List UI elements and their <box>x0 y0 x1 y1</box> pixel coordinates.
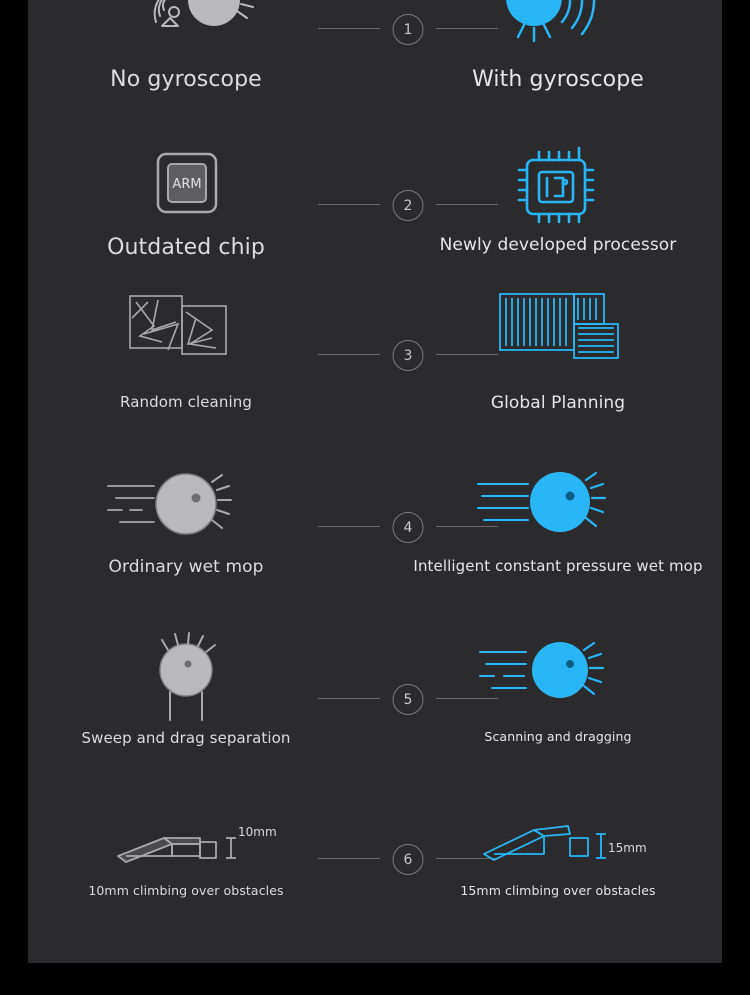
planned-path-icon <box>408 288 708 384</box>
comparison-row-5 <box>28 632 722 772</box>
row-5-number: 5 <box>393 684 424 715</box>
row-6-left <box>36 802 336 898</box>
row-1-left <box>36 0 336 92</box>
row-1-right <box>408 0 708 92</box>
obstacle-ramp-10mm-icon <box>36 802 336 882</box>
row-3-number: 3 <box>393 340 424 371</box>
row-4-number: 4 <box>393 512 424 543</box>
ordinary-mop-robot-icon <box>36 460 336 556</box>
modern-processor-icon <box>408 138 708 234</box>
row-2-number: 2 <box>393 190 424 221</box>
comparison-row-3 <box>28 288 722 428</box>
pressure-mop-robot-icon <box>408 460 708 556</box>
row-6-left-label: 10mm climbing over obstacles <box>88 883 284 898</box>
row-5-left <box>36 632 336 746</box>
row-1-number: 1 <box>393 14 424 45</box>
robot-no-gyroscope-icon <box>36 0 336 66</box>
row-3-right-label: Global Planning <box>490 393 626 413</box>
svg-text:ARM: ARM <box>172 177 202 192</box>
row-5-right-label: Scanning and dragging <box>484 729 632 744</box>
row-4-right-label: Intelligent constant pressure wet mop <box>413 557 703 575</box>
comparison-row-6 <box>28 802 722 942</box>
random-path-icon <box>36 288 336 384</box>
row-5-right <box>408 632 708 744</box>
row-2-right-label: Newly developed processor <box>439 235 677 255</box>
scan-drag-robot-icon <box>408 632 708 728</box>
row-4-left <box>36 460 336 577</box>
row-6-left-measure: 10mm <box>238 825 277 839</box>
row-3-left <box>36 288 336 410</box>
obstacle-ramp-15mm-icon <box>408 802 708 882</box>
arm-chip-icon <box>36 138 336 234</box>
row-4-right <box>408 460 708 574</box>
sweep-drag-separation-icon <box>36 632 336 728</box>
comparison-row-4 <box>28 460 722 600</box>
comparison-row-1 <box>28 0 722 110</box>
row-4-left-label: Ordinary wet mop <box>108 557 264 577</box>
row-2-left <box>36 138 336 260</box>
row-6-right-measure: 15mm <box>608 841 647 855</box>
row-6-right <box>408 802 708 898</box>
row-1-left-label: No gyroscope <box>110 67 262 92</box>
row-2-left-label: Outdated chip <box>107 235 265 260</box>
comparison-panel <box>28 0 722 963</box>
row-3-right <box>408 288 708 413</box>
row-3-left-label: Random cleaning <box>120 393 252 411</box>
row-5-left-label: Sweep and drag separation <box>81 729 291 747</box>
row-6-right-label: 15mm climbing over obstacles <box>460 883 656 898</box>
row-2-right <box>408 138 708 255</box>
comparison-row-2 <box>28 138 722 278</box>
row-6-number: 6 <box>393 844 424 875</box>
row-1-right-label: With gyroscope <box>472 67 644 92</box>
robot-with-gyroscope-icon <box>408 0 708 66</box>
